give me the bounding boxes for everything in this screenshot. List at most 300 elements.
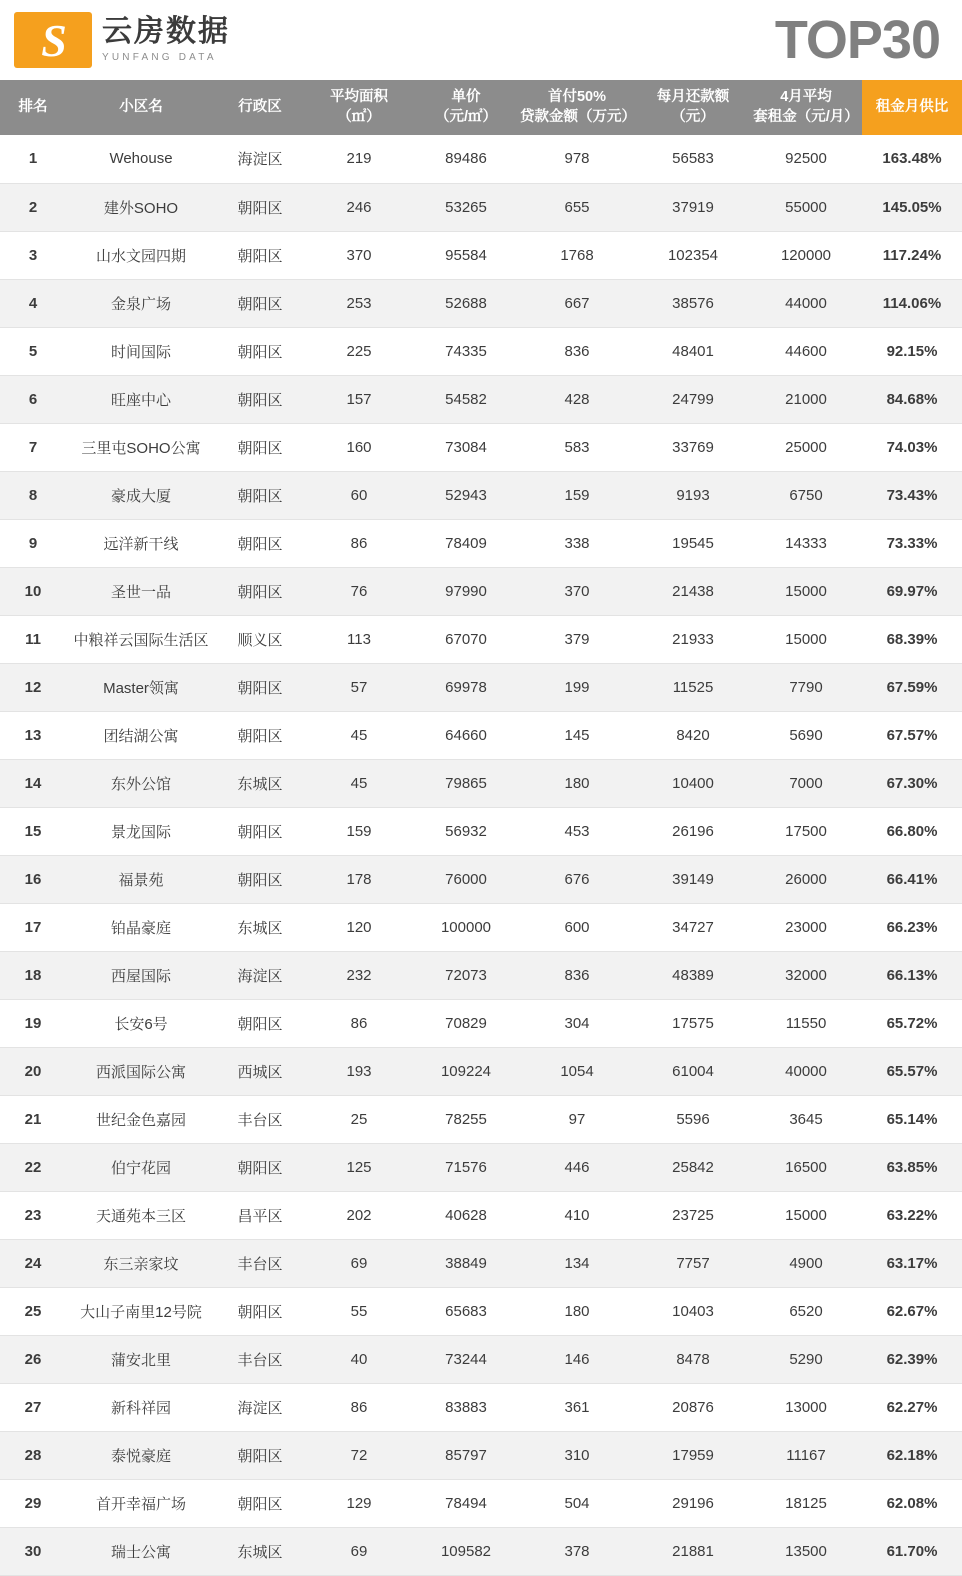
cell-rank: 17: [0, 903, 66, 951]
cell-loan-amount: 676: [518, 855, 636, 903]
cell-rank: 6: [0, 375, 66, 423]
cell-rank: 22: [0, 1143, 66, 1191]
cell-average-rent: 3645: [750, 1095, 862, 1143]
col-header-community: 小区名: [66, 80, 216, 135]
cell-monthly-payment: 48401: [636, 327, 750, 375]
cell-average-area: 202: [304, 1191, 414, 1239]
cell-loan-amount: 370: [518, 567, 636, 615]
cell-district: 昌平区: [216, 1191, 304, 1239]
cell-rank: 12: [0, 663, 66, 711]
cell-rent-payment-ratio: 65.57%: [862, 1047, 962, 1095]
cell-average-area: 57: [304, 663, 414, 711]
cell-rent-payment-ratio: 145.05%: [862, 183, 962, 231]
cell-monthly-payment: 11525: [636, 663, 750, 711]
cell-rank: 27: [0, 1383, 66, 1431]
cell-district: 西城区: [216, 1047, 304, 1095]
cell-loan-amount: 180: [518, 759, 636, 807]
cell-community-name: 福景苑: [66, 855, 216, 903]
cell-average-area: 193: [304, 1047, 414, 1095]
cell-rank: 5: [0, 327, 66, 375]
cell-average-rent: 4900: [750, 1239, 862, 1287]
cell-unit-price: 74335: [414, 327, 518, 375]
table-row: [0, 855, 962, 903]
table-row: [0, 423, 962, 471]
cell-monthly-payment: 17959: [636, 1431, 750, 1479]
cell-average-area: 86: [304, 999, 414, 1047]
table-row: [0, 471, 962, 519]
cell-monthly-payment: 61004: [636, 1047, 750, 1095]
cell-average-rent: 92500: [750, 135, 862, 183]
cell-rank: 10: [0, 567, 66, 615]
cell-rent-payment-ratio: 67.57%: [862, 711, 962, 759]
cell-average-area: 232: [304, 951, 414, 999]
cell-loan-amount: 304: [518, 999, 636, 1047]
cell-average-area: 120: [304, 903, 414, 951]
col-header-rent-payment-ratio: 租金月供比: [862, 80, 962, 135]
cell-monthly-payment: 25842: [636, 1143, 750, 1191]
cell-loan-amount: 410: [518, 1191, 636, 1239]
table-row: [0, 999, 962, 1047]
cell-monthly-payment: 21881: [636, 1527, 750, 1575]
cell-community-name: 新科祥园: [66, 1383, 216, 1431]
cell-community-name: 东三亲家坟: [66, 1239, 216, 1287]
cell-average-rent: 21000: [750, 375, 862, 423]
brand-text: [102, 17, 230, 63]
cell-monthly-payment: 26196: [636, 807, 750, 855]
cell-average-area: 86: [304, 1383, 414, 1431]
cell-community-name: 豪成大厦: [66, 471, 216, 519]
cell-rank: 8: [0, 471, 66, 519]
cell-unit-price: 40628: [414, 1191, 518, 1239]
cell-monthly-payment: 19545: [636, 519, 750, 567]
cell-average-rent: 11167: [750, 1431, 862, 1479]
cell-community-name: Wehouse: [66, 135, 216, 183]
cell-rent-payment-ratio: 67.59%: [862, 663, 962, 711]
table-row: [0, 1479, 962, 1527]
table-row: [0, 663, 962, 711]
cell-monthly-payment: 20876: [636, 1383, 750, 1431]
cell-monthly-payment: 17575: [636, 999, 750, 1047]
table-body: [0, 135, 962, 1575]
cell-district: 海淀区: [216, 135, 304, 183]
cell-average-area: 246: [304, 183, 414, 231]
cell-loan-amount: 338: [518, 519, 636, 567]
cell-rank: 28: [0, 1431, 66, 1479]
table-row: [0, 519, 962, 567]
cell-rent-payment-ratio: 67.30%: [862, 759, 962, 807]
cell-average-rent: 6750: [750, 471, 862, 519]
table-row: [0, 567, 962, 615]
cell-average-rent: 13500: [750, 1527, 862, 1575]
cell-loan-amount: 453: [518, 807, 636, 855]
page-title: TOP30: [774, 10, 940, 70]
cell-unit-price: 109224: [414, 1047, 518, 1095]
cell-community-name: Master领寓: [66, 663, 216, 711]
cell-average-rent: 11550: [750, 999, 862, 1047]
cell-monthly-payment: 38576: [636, 279, 750, 327]
cell-average-rent: 55000: [750, 183, 862, 231]
cell-community-name: 天通苑本三区: [66, 1191, 216, 1239]
col-header-rank: 排名: [0, 80, 66, 135]
cell-unit-price: 52688: [414, 279, 518, 327]
cell-loan-amount: 145: [518, 711, 636, 759]
cell-unit-price: 89486: [414, 135, 518, 183]
cell-average-area: 370: [304, 231, 414, 279]
cell-district: 丰台区: [216, 1095, 304, 1143]
ranking-table: [0, 80, 962, 1576]
cell-rent-payment-ratio: 66.41%: [862, 855, 962, 903]
table-row: [0, 711, 962, 759]
cell-loan-amount: 310: [518, 1431, 636, 1479]
table-row: [0, 375, 962, 423]
cell-average-rent: 44000: [750, 279, 862, 327]
cell-rent-payment-ratio: 65.72%: [862, 999, 962, 1047]
cell-loan-amount: 655: [518, 183, 636, 231]
table-row: [0, 1239, 962, 1287]
cell-unit-price: 72073: [414, 951, 518, 999]
cell-average-area: 125: [304, 1143, 414, 1191]
table-row: [0, 231, 962, 279]
cell-unit-price: 52943: [414, 471, 518, 519]
cell-rank: 30: [0, 1527, 66, 1575]
cell-district: 朝阳区: [216, 327, 304, 375]
cell-rank: 20: [0, 1047, 66, 1095]
cell-average-rent: 13000: [750, 1383, 862, 1431]
cell-community-name: 长安6号: [66, 999, 216, 1047]
table-row: [0, 951, 962, 999]
cell-unit-price: 71576: [414, 1143, 518, 1191]
table-row: [0, 807, 962, 855]
cell-district: 海淀区: [216, 951, 304, 999]
cell-unit-price: 73244: [414, 1335, 518, 1383]
table-row: [0, 279, 962, 327]
table-row: [0, 1047, 962, 1095]
brand-name-cn: 云房数据: [102, 15, 230, 48]
cell-rank: 14: [0, 759, 66, 807]
cell-average-area: 113: [304, 615, 414, 663]
cell-loan-amount: 378: [518, 1527, 636, 1575]
cell-monthly-payment: 56583: [636, 135, 750, 183]
cell-unit-price: 83883: [414, 1383, 518, 1431]
cell-unit-price: 78494: [414, 1479, 518, 1527]
cell-average-area: 40: [304, 1335, 414, 1383]
cell-rank: 7: [0, 423, 66, 471]
cell-district: 朝阳区: [216, 807, 304, 855]
cell-average-area: 219: [304, 135, 414, 183]
cell-average-area: 72: [304, 1431, 414, 1479]
cell-monthly-payment: 21933: [636, 615, 750, 663]
cell-monthly-payment: 33769: [636, 423, 750, 471]
cell-district: 朝阳区: [216, 1431, 304, 1479]
cell-loan-amount: 428: [518, 375, 636, 423]
cell-unit-price: 64660: [414, 711, 518, 759]
cell-monthly-payment: 37919: [636, 183, 750, 231]
cell-monthly-payment: 21438: [636, 567, 750, 615]
cell-unit-price: 56932: [414, 807, 518, 855]
cell-community-name: 伯宁花园: [66, 1143, 216, 1191]
cell-rent-payment-ratio: 63.22%: [862, 1191, 962, 1239]
brand-name-en: YUNFANG DATA: [102, 52, 217, 63]
cell-loan-amount: 361: [518, 1383, 636, 1431]
cell-rent-payment-ratio: 66.80%: [862, 807, 962, 855]
cell-monthly-payment: 7757: [636, 1239, 750, 1287]
table-row: [0, 1335, 962, 1383]
cell-average-rent: 23000: [750, 903, 862, 951]
cell-average-area: 45: [304, 759, 414, 807]
cell-district: 朝阳区: [216, 183, 304, 231]
cell-loan-amount: 159: [518, 471, 636, 519]
cell-district: 朝阳区: [216, 375, 304, 423]
table-row: [0, 1191, 962, 1239]
col-header-average-rent: 4月平均 套租金（元/月）: [750, 80, 862, 135]
cell-community-name: 蒲安北里: [66, 1335, 216, 1383]
cell-district: 丰台区: [216, 1335, 304, 1383]
cell-monthly-payment: 9193: [636, 471, 750, 519]
cell-average-rent: 16500: [750, 1143, 862, 1191]
cell-community-name: 圣世一品: [66, 567, 216, 615]
table-row: [0, 135, 962, 183]
cell-rank: 3: [0, 231, 66, 279]
col-header-loan-amount: 首付50% 贷款金额（万元）: [518, 80, 636, 135]
cell-district: 丰台区: [216, 1239, 304, 1287]
table-row: [0, 1383, 962, 1431]
cell-average-area: 157: [304, 375, 414, 423]
cell-rank: 15: [0, 807, 66, 855]
cell-average-rent: 6520: [750, 1287, 862, 1335]
cell-average-rent: 14333: [750, 519, 862, 567]
cell-loan-amount: 97: [518, 1095, 636, 1143]
table-row: [0, 1143, 962, 1191]
logo-glyph: S: [41, 14, 65, 66]
cell-monthly-payment: 5596: [636, 1095, 750, 1143]
cell-loan-amount: 199: [518, 663, 636, 711]
cell-average-area: 69: [304, 1239, 414, 1287]
cell-loan-amount: 978: [518, 135, 636, 183]
cell-rent-payment-ratio: 63.85%: [862, 1143, 962, 1191]
cell-average-area: 45: [304, 711, 414, 759]
cell-rent-payment-ratio: 62.39%: [862, 1335, 962, 1383]
cell-community-name: 团结湖公寓: [66, 711, 216, 759]
cell-rent-payment-ratio: 163.48%: [862, 135, 962, 183]
cell-rank: 11: [0, 615, 66, 663]
cell-community-name: 世纪金色嘉园: [66, 1095, 216, 1143]
cell-average-area: 25: [304, 1095, 414, 1143]
cell-loan-amount: 180: [518, 1287, 636, 1335]
table-row: [0, 759, 962, 807]
cell-loan-amount: 600: [518, 903, 636, 951]
cell-average-rent: 26000: [750, 855, 862, 903]
cell-loan-amount: 1054: [518, 1047, 636, 1095]
table-row: [0, 1095, 962, 1143]
cell-unit-price: 38849: [414, 1239, 518, 1287]
cell-average-rent: 7000: [750, 759, 862, 807]
cell-rank: 13: [0, 711, 66, 759]
yunfang-logo-icon: [14, 12, 92, 68]
cell-average-rent: 15000: [750, 615, 862, 663]
cell-district: 东城区: [216, 903, 304, 951]
cell-community-name: 大山子南里12号院: [66, 1287, 216, 1335]
cell-monthly-payment: 34727: [636, 903, 750, 951]
cell-rank: 25: [0, 1287, 66, 1335]
cell-unit-price: 65683: [414, 1287, 518, 1335]
cell-loan-amount: 446: [518, 1143, 636, 1191]
cell-monthly-payment: 8420: [636, 711, 750, 759]
cell-rent-payment-ratio: 117.24%: [862, 231, 962, 279]
cell-rank: 21: [0, 1095, 66, 1143]
cell-district: 朝阳区: [216, 231, 304, 279]
cell-average-rent: 17500: [750, 807, 862, 855]
brand-block: [14, 12, 230, 68]
cell-unit-price: 54582: [414, 375, 518, 423]
cell-average-rent: 15000: [750, 567, 862, 615]
cell-community-name: 三里屯SOHO公寓: [66, 423, 216, 471]
cell-district: 朝阳区: [216, 999, 304, 1047]
cell-rent-payment-ratio: 68.39%: [862, 615, 962, 663]
cell-rent-payment-ratio: 65.14%: [862, 1095, 962, 1143]
table-row: [0, 903, 962, 951]
cell-rent-payment-ratio: 69.97%: [862, 567, 962, 615]
cell-monthly-payment: 24799: [636, 375, 750, 423]
cell-monthly-payment: 10403: [636, 1287, 750, 1335]
cell-unit-price: 78409: [414, 519, 518, 567]
table-row: [0, 327, 962, 375]
cell-rent-payment-ratio: 61.70%: [862, 1527, 962, 1575]
cell-average-area: 178: [304, 855, 414, 903]
cell-loan-amount: 836: [518, 327, 636, 375]
cell-monthly-payment: 10400: [636, 759, 750, 807]
cell-district: 朝阳区: [216, 1143, 304, 1191]
col-header-unit-price: 单价 （元/㎡）: [414, 80, 518, 135]
cell-unit-price: 70829: [414, 999, 518, 1047]
cell-average-area: 60: [304, 471, 414, 519]
cell-community-name: 首开幸福广场: [66, 1479, 216, 1527]
cell-average-rent: 18125: [750, 1479, 862, 1527]
cell-rank: 1: [0, 135, 66, 183]
table-row: [0, 1527, 962, 1575]
cell-monthly-payment: 102354: [636, 231, 750, 279]
cell-loan-amount: 504: [518, 1479, 636, 1527]
cell-district: 朝阳区: [216, 519, 304, 567]
cell-rent-payment-ratio: 66.13%: [862, 951, 962, 999]
cell-unit-price: 78255: [414, 1095, 518, 1143]
cell-district: 海淀区: [216, 1383, 304, 1431]
cell-community-name: 旺座中心: [66, 375, 216, 423]
cell-rank: 4: [0, 279, 66, 327]
cell-unit-price: 85797: [414, 1431, 518, 1479]
cell-average-area: 69: [304, 1527, 414, 1575]
cell-loan-amount: 146: [518, 1335, 636, 1383]
cell-rank: 9: [0, 519, 66, 567]
cell-average-rent: 40000: [750, 1047, 862, 1095]
cell-average-area: 253: [304, 279, 414, 327]
cell-rent-payment-ratio: 66.23%: [862, 903, 962, 951]
cell-unit-price: 95584: [414, 231, 518, 279]
cell-average-rent: 5690: [750, 711, 862, 759]
table-row: [0, 615, 962, 663]
cell-community-name: 东外公馆: [66, 759, 216, 807]
cell-average-area: 129: [304, 1479, 414, 1527]
cell-monthly-payment: 23725: [636, 1191, 750, 1239]
cell-district: 朝阳区: [216, 1287, 304, 1335]
cell-rank: 19: [0, 999, 66, 1047]
cell-community-name: 远洋新干线: [66, 519, 216, 567]
cell-rent-payment-ratio: 84.68%: [862, 375, 962, 423]
cell-community-name: 西派国际公寓: [66, 1047, 216, 1095]
cell-community-name: 铂晶豪庭: [66, 903, 216, 951]
cell-loan-amount: 583: [518, 423, 636, 471]
cell-average-area: 86: [304, 519, 414, 567]
cell-average-rent: 25000: [750, 423, 862, 471]
col-header-monthly-payment: 每月还款额 （元）: [636, 80, 750, 135]
cell-unit-price: 76000: [414, 855, 518, 903]
cell-district: 朝阳区: [216, 663, 304, 711]
cell-rent-payment-ratio: 62.67%: [862, 1287, 962, 1335]
cell-rent-payment-ratio: 73.43%: [862, 471, 962, 519]
cell-district: 朝阳区: [216, 855, 304, 903]
cell-monthly-payment: 29196: [636, 1479, 750, 1527]
cell-loan-amount: 379: [518, 615, 636, 663]
cell-rank: 23: [0, 1191, 66, 1239]
cell-unit-price: 109582: [414, 1527, 518, 1575]
cell-rent-payment-ratio: 74.03%: [862, 423, 962, 471]
table-row: [0, 183, 962, 231]
cell-district: 东城区: [216, 759, 304, 807]
col-header-district: 行政区: [216, 80, 304, 135]
cell-district: 朝阳区: [216, 567, 304, 615]
cell-rank: 29: [0, 1479, 66, 1527]
cell-community-name: 景龙国际: [66, 807, 216, 855]
cell-rank: 18: [0, 951, 66, 999]
cell-district: 朝阳区: [216, 711, 304, 759]
cell-average-area: 160: [304, 423, 414, 471]
table-row: [0, 1431, 962, 1479]
cell-loan-amount: 836: [518, 951, 636, 999]
cell-rent-payment-ratio: 62.18%: [862, 1431, 962, 1479]
cell-district: 朝阳区: [216, 1479, 304, 1527]
cell-rent-payment-ratio: 62.27%: [862, 1383, 962, 1431]
cell-loan-amount: 1768: [518, 231, 636, 279]
cell-monthly-payment: 8478: [636, 1335, 750, 1383]
cell-average-area: 225: [304, 327, 414, 375]
cell-community-name: 瑞士公寓: [66, 1527, 216, 1575]
cell-community-name: 中粮祥云国际生活区: [66, 615, 216, 663]
col-header-average-area: 平均面积 （㎡）: [304, 80, 414, 135]
cell-rent-payment-ratio: 62.08%: [862, 1479, 962, 1527]
cell-community-name: 西屋国际: [66, 951, 216, 999]
cell-average-rent: 32000: [750, 951, 862, 999]
cell-rent-payment-ratio: 92.15%: [862, 327, 962, 375]
cell-unit-price: 67070: [414, 615, 518, 663]
cell-average-rent: 5290: [750, 1335, 862, 1383]
cell-monthly-payment: 39149: [636, 855, 750, 903]
cell-average-rent: 44600: [750, 327, 862, 375]
cell-loan-amount: 134: [518, 1239, 636, 1287]
cell-community-name: 建外SOHO: [66, 183, 216, 231]
cell-community-name: 金泉广场: [66, 279, 216, 327]
cell-community-name: 时间国际: [66, 327, 216, 375]
cell-district: 朝阳区: [216, 423, 304, 471]
cell-community-name: 泰悦豪庭: [66, 1431, 216, 1479]
cell-unit-price: 53265: [414, 183, 518, 231]
cell-average-rent: 120000: [750, 231, 862, 279]
report-header: [0, 0, 962, 80]
cell-unit-price: 69978: [414, 663, 518, 711]
cell-rent-payment-ratio: 114.06%: [862, 279, 962, 327]
cell-average-area: 55: [304, 1287, 414, 1335]
cell-rent-payment-ratio: 63.17%: [862, 1239, 962, 1287]
table-row: [0, 1287, 962, 1335]
cell-district: 东城区: [216, 1527, 304, 1575]
